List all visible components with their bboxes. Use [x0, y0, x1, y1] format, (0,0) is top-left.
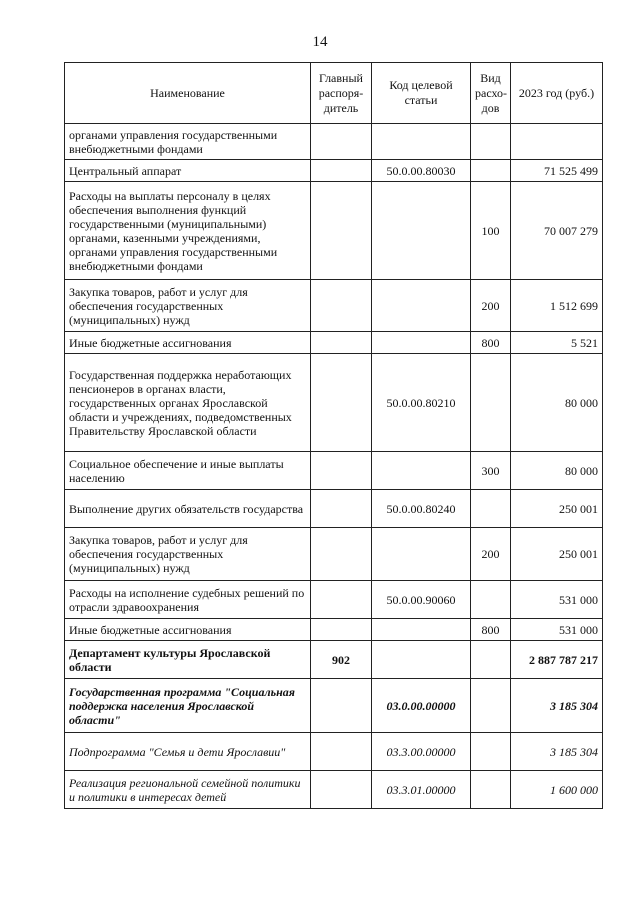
row-code: 50.0.00.80240	[372, 490, 471, 528]
row-name: Выполнение других обязательств государства	[65, 490, 311, 528]
header-code: Код целевой статьи	[372, 63, 471, 124]
row-code: 03.3.01.00000	[372, 771, 471, 809]
row-type	[471, 641, 511, 679]
row-type: 100	[471, 182, 511, 280]
header-amount: 2023 год (руб.)	[511, 63, 603, 124]
row-name: Департамент культуры Ярославской области	[65, 641, 311, 679]
row-name: Расходы на исполнение судебных решений по отрасли здравоохранения	[65, 581, 311, 619]
row-name: Иные бюджетные ассигнования	[65, 619, 311, 641]
row-type	[471, 124, 511, 160]
row-code	[372, 182, 471, 280]
row-admin	[311, 679, 372, 733]
row-admin	[311, 332, 372, 354]
table-header-row	[65, 63, 603, 124]
row-type: 800	[471, 619, 511, 641]
row-type: 200	[471, 528, 511, 581]
row-name: Социальное обеспечение и иные выплаты населению	[65, 452, 311, 490]
row-name: Расходы на выплаты персоналу в целях обеспечения выполнения функций государственными (муниципальными) органами, казенными учреждениями, органами управления государственными внебюджетными фондами	[65, 182, 311, 280]
row-name: Закупка товаров, работ и услуг для обеспечения государственных (муниципальных) нужд	[65, 280, 311, 332]
row-amount: 80 000	[511, 354, 603, 452]
row-admin	[311, 280, 372, 332]
row-name: Государственная поддержка неработающих пенсионеров в органах власти, государственных органах Ярославской области и учреждениях, подведомственных Правительству Ярославской области	[65, 354, 311, 452]
row-admin	[311, 581, 372, 619]
row-amount: 250 001	[511, 528, 603, 581]
table-row	[65, 160, 603, 182]
row-code	[372, 641, 471, 679]
row-admin	[311, 452, 372, 490]
row-type	[471, 581, 511, 619]
row-amount: 2 887 787 217	[511, 641, 603, 679]
row-name: органами управления государственными внебюджетными фондами	[65, 124, 311, 160]
row-type	[471, 354, 511, 452]
row-amount: 80 000	[511, 452, 603, 490]
row-code	[372, 332, 471, 354]
row-name: Реализация региональной семейной политики и политики в интересах детей	[65, 771, 311, 809]
header-type: Вид расхо-дов	[471, 63, 511, 124]
table-row	[65, 332, 603, 354]
row-amount: 71 525 499	[511, 160, 603, 182]
header-name: Наименование	[65, 63, 311, 124]
table-row	[65, 280, 603, 332]
row-name: Центральный аппарат	[65, 160, 311, 182]
row-type	[471, 733, 511, 771]
table-row	[65, 354, 603, 452]
table-row	[65, 124, 603, 160]
row-amount: 70 007 279	[511, 182, 603, 280]
table-row	[65, 581, 603, 619]
row-code	[372, 452, 471, 490]
row-admin	[311, 354, 372, 452]
row-code: 50.0.00.80210	[372, 354, 471, 452]
row-type: 200	[471, 280, 511, 332]
row-amount: 3 185 304	[511, 733, 603, 771]
row-amount: 531 000	[511, 619, 603, 641]
row-type	[471, 490, 511, 528]
row-type	[471, 771, 511, 809]
row-type	[471, 679, 511, 733]
row-amount: 531 000	[511, 581, 603, 619]
table-row	[65, 641, 603, 679]
row-admin	[311, 733, 372, 771]
row-code: 50.0.00.90060	[372, 581, 471, 619]
row-code	[372, 619, 471, 641]
row-code: 50.0.00.80030	[372, 160, 471, 182]
row-amount: 3 185 304	[511, 679, 603, 733]
row-admin	[311, 182, 372, 280]
table-row	[65, 182, 603, 280]
table-row	[65, 490, 603, 528]
budget-table	[64, 62, 603, 809]
row-admin	[311, 160, 372, 182]
row-admin	[311, 124, 372, 160]
row-amount: 5 521	[511, 332, 603, 354]
table-row	[65, 771, 603, 809]
row-name: Иные бюджетные ассигнования	[65, 332, 311, 354]
row-name: Закупка товаров, работ и услуг для обеспечения государственных (муниципальных) нужд	[65, 528, 311, 581]
row-type: 800	[471, 332, 511, 354]
row-amount: 1 600 000	[511, 771, 603, 809]
row-name: Подпрограмма "Семья и дети Ярославии"	[65, 733, 311, 771]
row-code: 03.0.00.00000	[372, 679, 471, 733]
page-number: 14	[312, 34, 328, 50]
row-code	[372, 528, 471, 581]
table-row	[65, 733, 603, 771]
row-code	[372, 280, 471, 332]
row-admin	[311, 771, 372, 809]
header-admin: Главный распоря-дитель	[311, 63, 372, 124]
row-code: 03.3.00.00000	[372, 733, 471, 771]
row-amount: 1 512 699	[511, 280, 603, 332]
row-admin: 902	[311, 641, 372, 679]
row-admin	[311, 490, 372, 528]
row-admin	[311, 619, 372, 641]
row-type	[471, 160, 511, 182]
table-row	[65, 452, 603, 490]
row-code	[372, 124, 471, 160]
row-amount: 250 001	[511, 490, 603, 528]
row-amount	[511, 124, 603, 160]
table-row	[65, 528, 603, 581]
row-admin	[311, 528, 372, 581]
table-row	[65, 619, 603, 641]
row-type: 300	[471, 452, 511, 490]
table-row	[65, 679, 603, 733]
row-name: Государственная программа "Социальная поддержка населения Ярославской области"	[65, 679, 311, 733]
